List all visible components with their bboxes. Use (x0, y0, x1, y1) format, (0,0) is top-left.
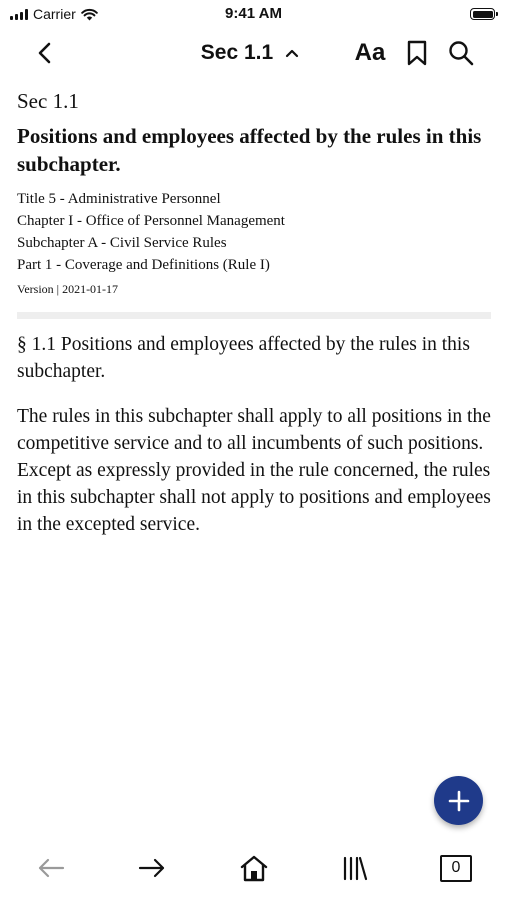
section-title: § 1.1 Positions and employees affected by the rules in this subchapter. (17, 334, 470, 382)
hierarchy-title[interactable]: Title 5 - Administrative Personnel (17, 191, 221, 207)
back-nav-button[interactable] (35, 852, 67, 884)
bookmark-button[interactable] (402, 38, 432, 68)
status-bar (0, 0, 507, 30)
arrow-right-icon (138, 858, 166, 878)
divider (17, 312, 491, 319)
back-button[interactable] (30, 38, 60, 68)
nav-bar (0, 30, 507, 76)
home-icon (239, 854, 269, 882)
home-button[interactable] (238, 852, 270, 884)
add-button[interactable] (434, 776, 483, 825)
forward-nav-button[interactable] (136, 852, 168, 884)
nav-title: Sec 1.1 (200, 41, 274, 64)
arrow-left-icon (37, 858, 65, 878)
library-icon (341, 855, 369, 881)
section-heading: Positions and employees affected by the rules in this subchapter. (17, 124, 482, 176)
status-time: 9:41 AM (225, 5, 282, 22)
hierarchy-part[interactable]: Part 1 - Coverage and Definitions (Rule I) (17, 257, 270, 273)
hierarchy-subchapter[interactable]: Subchapter A - Civil Service Rules (17, 235, 227, 251)
chevron-up-icon (285, 48, 299, 58)
carrier-label: Carrier (33, 6, 76, 22)
bookmark-icon (407, 40, 427, 66)
section-label: Sec 1.1 (17, 89, 79, 113)
font-size-button[interactable]: Aa (354, 39, 386, 66)
plus-icon (448, 790, 470, 812)
section-picker[interactable] (150, 38, 350, 68)
library-button[interactable] (339, 852, 371, 884)
bottom-toolbar (0, 845, 507, 891)
section-body: The rules in this subchapter shall apply to all positions in the competitive service and to all incumbents of such positions. Except as expressly provided in the rule concerned, the rules in this subchapter shall not apply to positions and employees in the excepted service. (17, 406, 491, 535)
search-icon (448, 40, 474, 66)
document-content (17, 88, 493, 556)
battery-icon (470, 8, 495, 20)
back-chevron-icon (37, 41, 53, 65)
tabs-button[interactable] (440, 852, 472, 884)
version-label: Version | 2021-01-17 (17, 282, 119, 296)
search-button[interactable] (446, 38, 476, 68)
hierarchy-chapter[interactable]: Chapter I - Office of Personnel Management (17, 213, 285, 229)
tab-count: 0 (440, 855, 472, 882)
